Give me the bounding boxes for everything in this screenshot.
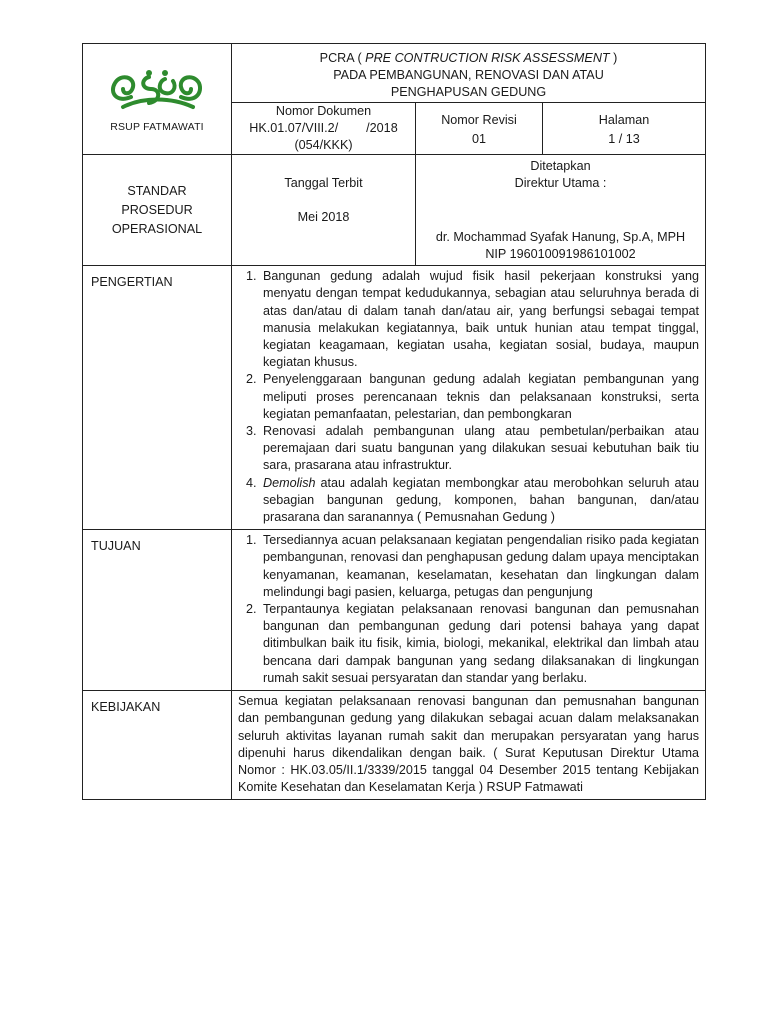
issue-date: Mei 2018 [297, 210, 350, 225]
list-item: 4. Demolish atau adalah kegiatan membongkar atau merobohkan seluruh atau sebagian bangunan gedung, komponen, bahan bangunan, dan/atau prasarana dan saranannya ( Pemusnahan Gedung ) [260, 475, 699, 527]
section-label-pengertian: PENGERTIAN [83, 266, 232, 530]
document-title: PCRA ( PRE CONTRUCTION RISK ASSESSMENT ) PADA PEMBANGUNAN, RENOVASI DAN ATAU PENGHAPUSAN GEDUNG [232, 44, 706, 103]
sop-document-table [82, 43, 706, 800]
pengertian-content [232, 266, 706, 530]
list-item: 2. Penyelenggaraan bangunan gedung adalah kegiatan pembangunan yang meliputi proses perencanaan teknis dan pelaksanaan konstruksi, serta kegiatan pemanfaatan, pelestarian, dan pembongkaran [260, 371, 699, 423]
doc-number: HK.01.07/VIII.2/ /2018 [249, 120, 398, 135]
director-name: dr. Mochammad Syafak Hanung, Sp.A, MPH [435, 229, 686, 244]
director-nip: NIP 196010091986101002 [485, 246, 636, 261]
kebijakan-content: Semua kegiatan pelaksanaan renovasi bangunan dan pemusnahan bangunan dan pembangunan gedung yang dilakukan sebagai acuan dalam melaksanakan seluruh aktivitas layanan rumah sakit dan merupakan persyaratan yang harus dipenuhi harus dikendalikan dengan baik. ( Surat Keputusan Direktur Utama Nomor : HK.03.05/II.1/3339/2015 tanggal 04 Desember 2015 tentang Kebijakan Komite Kesehatan dan Keselamatan Kerja ) RSUP Fatmawati [232, 691, 706, 800]
list-item: 1. Tersediannya acuan pelaksanaan kegiatan pengendalian risiko pada kegiatan pembangunan, renovasi dan penghapusan gedung dalam upaya menciptakan kenyamanan, keamanan, keselamatan, kesehatan dan lingkungan dalam melindungi bagi pasien, keluarga, petugas dan pengunjung [260, 532, 699, 601]
sop-label: STANDAR PROSEDUR OPERASIONAL [83, 155, 232, 266]
title-line2: PADA PEMBANGUNAN, RENOVASI DAN ATAU [333, 68, 604, 83]
list-item: 1. Bangunan gedung adalah wujud fisik hasil pekerjaan konstruksi yang menyatu dengan tempat kedudukannya, sebagian atau seluruhnya berada di atas dan/atau di dalam tanah dan/atau air, yang berfungsi sebagai tempat manusia melakukan kegiatannya, baik untuk hunian atau tempat tinggal, kegiatan keagamaan, kegiatan usaha, kegiatan sosial, budaya, maupun kegiatan khusus. [260, 268, 699, 371]
doc-number-cell: Nomor Dokumen HK.01.07/VIII.2/ /2018 (054/KKK) [232, 102, 416, 155]
approval-cell: Ditetapkan Direktur Utama : dr. Mochammad Syafak Hanung, Sp.A, MPH NIP 196010091986101002 [416, 155, 706, 266]
title-line3: PENGHAPUSAN GEDUNG [390, 85, 547, 100]
list-item: 2. Terpantaunya kegiatan pelaksanaan renovasi bangunan dan pemusnahan bangunan dan pembangunan gedung dari potensi bahaya yang dapat ditimbulkan baik itu fisik, kimia, biologi, mekanikal, elektrikal dan limbah atau bencana dari dampak bangunan yang sedang dilaksanakan di lingkungan rumah sakit sesuai persyaratan dan standar yang berlaku. [260, 601, 699, 687]
tujuan-content [232, 530, 706, 691]
rsf-leaf-logo-icon [103, 67, 211, 113]
issue-date-cell: Tanggal Terbit Mei 2018 [232, 155, 416, 266]
page-number: 1 / 13 [608, 131, 640, 146]
list-item: 3. Renovasi adalah pembangunan ulang atau pembetulan/perbaikan atau peremajaan dari suatu bangunan yang dilakukan sesuai kebutuhan baik tiu sara, prasarana atau infrastruktur. [260, 423, 699, 475]
section-label-tujuan: TUJUAN [83, 530, 232, 691]
revision-cell: Nomor Revisi 01 [416, 102, 543, 155]
revision-number: 01 [471, 131, 486, 146]
section-label-kebijakan: KEBIJAKAN [83, 691, 232, 800]
page-cell: Halaman 1 / 13 [543, 102, 706, 155]
hospital-logo-cell [83, 44, 232, 155]
hospital-name: RSUP FATMAWATI [110, 120, 204, 133]
title-italic: PRE CONTRUCTION RISK ASSESSMENT [365, 51, 610, 65]
